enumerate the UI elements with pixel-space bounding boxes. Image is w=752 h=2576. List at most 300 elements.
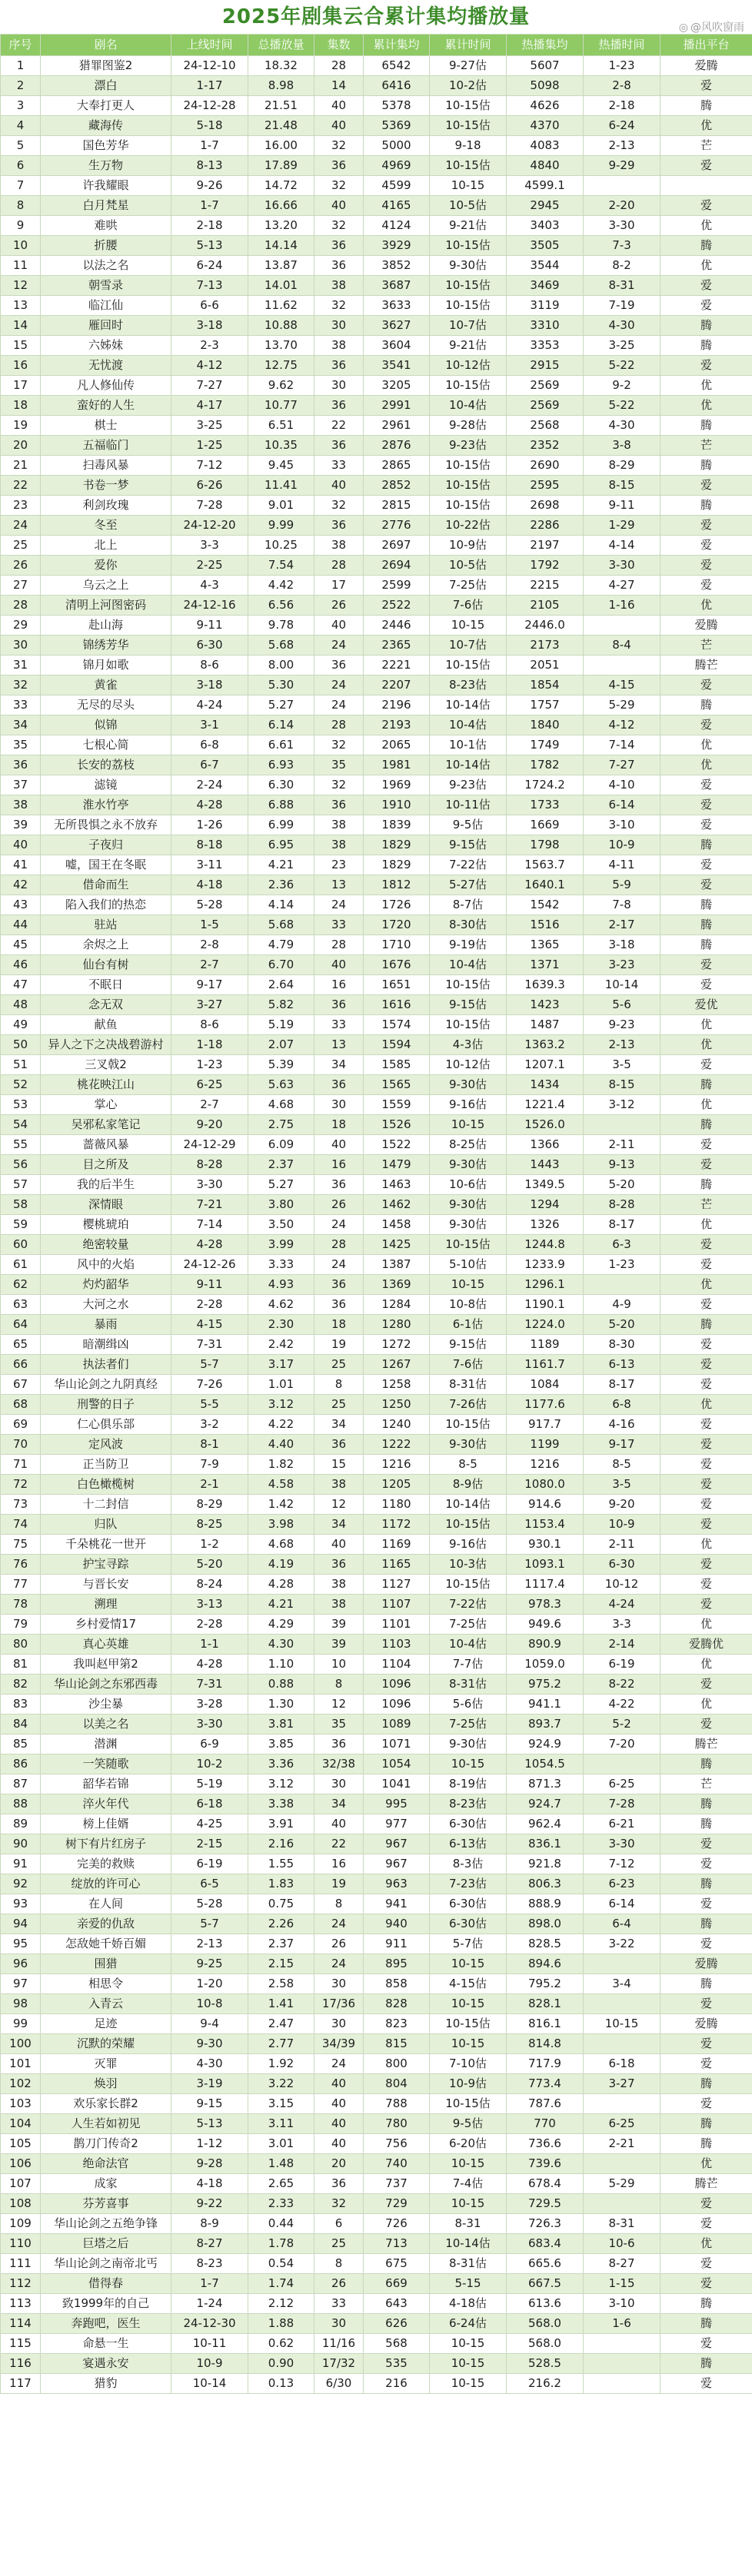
cell-hot-avg: 836.1 xyxy=(507,1834,584,1854)
cell-episodes: 30 xyxy=(314,1774,364,1794)
cell-index: 43 xyxy=(1,895,41,915)
cell-index: 38 xyxy=(1,795,41,815)
cell-cum-avg: 967 xyxy=(364,1834,430,1854)
cell-cum-avg: 1267 xyxy=(364,1355,430,1375)
cell-name: 七根心简 xyxy=(41,735,171,755)
cell-name: 欢乐家长群2 xyxy=(41,2094,171,2114)
cell-platform: 芒 xyxy=(660,136,752,156)
cell-cum-date: 9-16估 xyxy=(430,1535,507,1555)
table-row xyxy=(1,516,752,536)
cell-cum-date: 10-15估 xyxy=(430,116,507,136)
cell-platform: 芒 xyxy=(660,1195,752,1215)
cell-name: 驻站 xyxy=(41,915,171,935)
cell-hot-date: 2-21 xyxy=(584,2134,660,2154)
cell-cum-avg: 1910 xyxy=(364,795,430,815)
cell-episodes: 36 xyxy=(314,1555,364,1575)
cell-total: 1.55 xyxy=(248,1854,314,1874)
cell-episodes: 18 xyxy=(314,1315,364,1335)
cell-cum-date: 9-18 xyxy=(430,136,507,156)
table-row xyxy=(1,875,752,895)
cell-total: 9.62 xyxy=(248,376,314,396)
cell-episodes: 6 xyxy=(314,2214,364,2234)
cell-index: 94 xyxy=(1,1914,41,1934)
cell-cum-avg: 5378 xyxy=(364,96,430,116)
cell-cum-date: 7-26估 xyxy=(430,1395,507,1415)
column-header-hot-date: 热播时间 xyxy=(584,35,660,56)
column-header-hot-avg: 热播集均 xyxy=(507,35,584,56)
cell-total: 2.42 xyxy=(248,1335,314,1355)
cell-episodes: 40 xyxy=(314,616,364,636)
cell-hot-date xyxy=(584,2354,660,2374)
cell-release: 9-15 xyxy=(171,2094,248,2114)
cell-release: 1-7 xyxy=(171,2274,248,2294)
cell-episodes: 30 xyxy=(314,2014,364,2034)
cell-index: 83 xyxy=(1,1695,41,1715)
cell-cum-date: 5-6估 xyxy=(430,1695,507,1715)
cell-platform: 爱腾 xyxy=(660,616,752,636)
cell-index: 105 xyxy=(1,2134,41,2154)
cell-name: 淬火年代 xyxy=(41,1794,171,1814)
cell-cum-avg: 1710 xyxy=(364,935,430,955)
cell-name: 完美的救赎 xyxy=(41,1854,171,1874)
cell-name: 正当防卫 xyxy=(41,1455,171,1475)
cell-release: 2-25 xyxy=(171,556,248,576)
column-header-episodes: 集数 xyxy=(314,35,364,56)
cell-index: 71 xyxy=(1,1455,41,1475)
cell-total: 3.22 xyxy=(248,2074,314,2094)
cell-episodes: 19 xyxy=(314,1335,364,1355)
cell-name: 扫毒风暴 xyxy=(41,456,171,476)
cell-index: 30 xyxy=(1,636,41,656)
cell-hot-date: 3-5 xyxy=(584,1475,660,1495)
cell-platform: 优 xyxy=(660,1035,752,1055)
cell-episodes: 32 xyxy=(314,775,364,795)
cell-index: 25 xyxy=(1,536,41,556)
cell-hot-avg: 2215 xyxy=(507,576,584,596)
cell-name: 怎敌她千娇百媚 xyxy=(41,1934,171,1954)
cell-name: 宴遇永安 xyxy=(41,2354,171,2374)
cell-cum-date: 10-7估 xyxy=(430,636,507,656)
cell-release: 24-12-10 xyxy=(171,56,248,76)
cell-total: 4.40 xyxy=(248,1435,314,1455)
cell-total: 0.62 xyxy=(248,2334,314,2354)
cell-hot-avg: 2915 xyxy=(507,356,584,376)
cell-episodes: 13 xyxy=(314,875,364,895)
cell-index: 10 xyxy=(1,236,41,256)
cell-name: 临江仙 xyxy=(41,296,171,316)
cell-hot-date: 4-30 xyxy=(584,416,660,436)
cell-name: 绝密较量 xyxy=(41,1235,171,1255)
cell-cum-avg: 1726 xyxy=(364,895,430,915)
cell-hot-avg: 949.6 xyxy=(507,1615,584,1635)
table-row xyxy=(1,1095,752,1115)
cell-total: 1.82 xyxy=(248,1455,314,1475)
cell-hot-date: 8-31 xyxy=(584,276,660,296)
cell-total: 6.70 xyxy=(248,955,314,975)
cell-name: 冬至 xyxy=(41,516,171,536)
cell-release: 2-8 xyxy=(171,935,248,955)
cell-platform: 腾 xyxy=(660,1794,752,1814)
cell-platform: 腾芒 xyxy=(660,1734,752,1754)
cell-hot-avg: 941.1 xyxy=(507,1695,584,1715)
cell-platform: 腾 xyxy=(660,1175,752,1195)
cell-cum-avg: 713 xyxy=(364,2234,430,2254)
cell-index: 56 xyxy=(1,1155,41,1175)
table-row xyxy=(1,2094,752,2114)
cell-cum-avg: 1127 xyxy=(364,1575,430,1595)
column-header-total: 总播放量 xyxy=(248,35,314,56)
cell-episodes: 36 xyxy=(314,995,364,1015)
cell-total: 13.70 xyxy=(248,336,314,356)
cell-cum-avg: 1071 xyxy=(364,1734,430,1754)
table-row xyxy=(1,216,752,236)
cell-total: 4.42 xyxy=(248,576,314,596)
cell-platform: 爱 xyxy=(660,576,752,596)
cell-total: 2.77 xyxy=(248,2034,314,2054)
table-row xyxy=(1,1215,752,1235)
table-row xyxy=(1,676,752,695)
table-row xyxy=(1,196,752,216)
cell-total: 4.79 xyxy=(248,935,314,955)
cell-total: 9.78 xyxy=(248,616,314,636)
cell-episodes: 38 xyxy=(314,815,364,835)
cell-cum-avg: 1216 xyxy=(364,1455,430,1475)
cell-hot-date: 1-23 xyxy=(584,1255,660,1275)
table-row xyxy=(1,1575,752,1595)
cell-release: 6-6 xyxy=(171,296,248,316)
cell-release: 3-25 xyxy=(171,416,248,436)
cell-cum-date: 9-30估 xyxy=(430,1215,507,1235)
cell-hot-date: 6-13 xyxy=(584,1355,660,1375)
cell-hot-date: 9-17 xyxy=(584,1435,660,1455)
cell-episodes: 6/30 xyxy=(314,2374,364,2394)
cell-hot-date: 4-12 xyxy=(584,715,660,735)
cell-name: 难哄 xyxy=(41,216,171,236)
cell-total: 1.01 xyxy=(248,1375,314,1395)
cell-index: 106 xyxy=(1,2154,41,2174)
cell-hot-date: 2-13 xyxy=(584,136,660,156)
cell-name: 生万物 xyxy=(41,156,171,176)
cell-total: 1.42 xyxy=(248,1495,314,1515)
table-row xyxy=(1,815,752,835)
cell-name: 深情眼 xyxy=(41,1195,171,1215)
cell-hot-avg: 1054.5 xyxy=(507,1754,584,1774)
cell-total: 10.88 xyxy=(248,316,314,336)
cell-episodes: 38 xyxy=(314,336,364,356)
cell-platform: 爱 xyxy=(660,1375,752,1395)
cell-episodes: 32 xyxy=(314,2194,364,2214)
table-row xyxy=(1,1874,752,1894)
cell-total: 4.28 xyxy=(248,1575,314,1595)
cell-cum-date: 10-15估 xyxy=(430,1235,507,1255)
cell-platform: 腾 xyxy=(660,2314,752,2334)
cell-hot-avg: 2569 xyxy=(507,396,584,416)
cell-name: 五福临门 xyxy=(41,436,171,456)
cell-index: 87 xyxy=(1,1774,41,1794)
cell-name: 鹊刀门传奇2 xyxy=(41,2134,171,2154)
cell-cum-date: 10-8估 xyxy=(430,1295,507,1315)
cell-release: 3-3 xyxy=(171,536,248,556)
cell-cum-avg: 2852 xyxy=(364,476,430,496)
cell-platform: 优 xyxy=(660,116,752,136)
cell-cum-avg: 1169 xyxy=(364,1535,430,1555)
table-row xyxy=(1,656,752,676)
cell-hot-avg: 914.6 xyxy=(507,1495,584,1515)
cell-cum-date: 9-30估 xyxy=(430,256,507,276)
cell-platform: 芒 xyxy=(660,636,752,656)
cell-platform: 爱 xyxy=(660,875,752,895)
cell-release: 2-7 xyxy=(171,955,248,975)
cell-hot-date: 3-22 xyxy=(584,1934,660,1954)
cell-index: 84 xyxy=(1,1715,41,1734)
cell-hot-avg: 898.0 xyxy=(507,1914,584,1934)
cell-platform: 爱 xyxy=(660,1555,752,1575)
cell-total: 1.88 xyxy=(248,2314,314,2334)
cell-cum-avg: 2961 xyxy=(364,416,430,436)
cell-episodes: 36 xyxy=(314,396,364,416)
cell-total: 2.12 xyxy=(248,2294,314,2314)
cell-release: 4-28 xyxy=(171,1655,248,1675)
cell-episodes: 36 xyxy=(314,516,364,536)
cell-episodes: 36 xyxy=(314,1295,364,1315)
cell-index: 28 xyxy=(1,596,41,616)
cell-hot-date: 6-8 xyxy=(584,1395,660,1415)
cell-cum-date: 7-7估 xyxy=(430,1655,507,1675)
cell-hot-date: 7-27 xyxy=(584,755,660,775)
cell-release: 7-27 xyxy=(171,376,248,396)
cell-cum-avg: 1839 xyxy=(364,815,430,835)
cell-hot-date: 2-17 xyxy=(584,915,660,935)
column-header-name: 剧名 xyxy=(41,35,171,56)
cell-cum-avg: 1565 xyxy=(364,1075,430,1095)
cell-total: 6.99 xyxy=(248,815,314,835)
cell-release: 1-12 xyxy=(171,2134,248,2154)
cell-hot-avg: 2173 xyxy=(507,636,584,656)
cell-platform: 爱 xyxy=(660,1575,752,1595)
cell-release: 8-13 xyxy=(171,156,248,176)
cell-cum-avg: 967 xyxy=(364,1854,430,1874)
cell-total: 3.50 xyxy=(248,1215,314,1235)
table-row xyxy=(1,1135,752,1155)
cell-cum-avg: 2694 xyxy=(364,556,430,576)
cell-total: 4.22 xyxy=(248,1415,314,1435)
cell-episodes: 40 xyxy=(314,2114,364,2134)
cell-hot-date xyxy=(584,2374,660,2394)
cell-release: 4-25 xyxy=(171,1814,248,1834)
cell-platform: 爱 xyxy=(660,2374,752,2394)
cell-index: 4 xyxy=(1,116,41,136)
cell-episodes: 8 xyxy=(314,2254,364,2274)
cell-hot-avg: 1080.0 xyxy=(507,1475,584,1495)
cell-hot-date: 6-3 xyxy=(584,1235,660,1255)
cell-name: 执法者们 xyxy=(41,1355,171,1375)
cell-total: 0.88 xyxy=(248,1675,314,1695)
cell-name: 赴山海 xyxy=(41,616,171,636)
cell-release: 4-28 xyxy=(171,1235,248,1255)
cell-hot-avg: 1366 xyxy=(507,1135,584,1155)
cell-name: 定风波 xyxy=(41,1435,171,1455)
table-row xyxy=(1,616,752,636)
cell-episodes: 30 xyxy=(314,1974,364,1994)
table-row xyxy=(1,436,752,456)
cell-hot-date: 4-27 xyxy=(584,576,660,596)
cell-cum-avg: 977 xyxy=(364,1814,430,1834)
cell-cum-avg: 1526 xyxy=(364,1115,430,1135)
cell-hot-avg: 1371 xyxy=(507,955,584,975)
cell-total: 4.30 xyxy=(248,1635,314,1655)
cell-cum-date: 8-3估 xyxy=(430,1854,507,1874)
cell-total: 6.88 xyxy=(248,795,314,815)
cell-total: 5.27 xyxy=(248,1175,314,1195)
cell-total: 6.51 xyxy=(248,416,314,436)
table-row xyxy=(1,2134,752,2154)
cell-hot-date: 6-21 xyxy=(584,1814,660,1834)
cell-release: 4-28 xyxy=(171,795,248,815)
cell-cum-avg: 535 xyxy=(364,2354,430,2374)
cell-cum-date: 10-2估 xyxy=(430,76,507,96)
cell-cum-avg: 2876 xyxy=(364,436,430,456)
cell-cum-date: 9-15估 xyxy=(430,1335,507,1355)
cell-cum-date: 9-30估 xyxy=(430,1075,507,1095)
table-row xyxy=(1,1894,752,1914)
cell-total: 4.21 xyxy=(248,1595,314,1615)
column-header-platform: 播出平台 xyxy=(660,35,752,56)
cell-episodes: 30 xyxy=(314,376,364,396)
table-row xyxy=(1,995,752,1015)
cell-hot-date: 4-24 xyxy=(584,1595,660,1615)
cell-cum-avg: 626 xyxy=(364,2314,430,2334)
cell-index: 62 xyxy=(1,1275,41,1295)
cell-release: 4-17 xyxy=(171,396,248,416)
cell-hot-avg: 787.6 xyxy=(507,2094,584,2114)
cell-total: 3.17 xyxy=(248,1355,314,1375)
cell-episodes: 40 xyxy=(314,2074,364,2094)
cell-platform: 腾芒 xyxy=(660,656,752,676)
cell-total: 0.44 xyxy=(248,2214,314,2234)
cell-platform: 优 xyxy=(660,1015,752,1035)
cell-hot-date: 5-6 xyxy=(584,995,660,1015)
cell-total: 18.32 xyxy=(248,56,314,76)
cell-hot-date: 6-24 xyxy=(584,116,660,136)
cell-name: 滤镜 xyxy=(41,775,171,795)
cell-total: 5.82 xyxy=(248,995,314,1015)
cell-hot-avg: 1296.1 xyxy=(507,1275,584,1295)
cell-cum-date: 10-9估 xyxy=(430,2074,507,2094)
table-row xyxy=(1,136,752,156)
cell-name: 以美之名 xyxy=(41,1715,171,1734)
cell-hot-date: 10-14 xyxy=(584,975,660,995)
cell-platform: 优 xyxy=(660,1615,752,1635)
cell-episodes: 30 xyxy=(314,1095,364,1115)
cell-platform: 爱 xyxy=(660,156,752,176)
table-row xyxy=(1,1235,752,1255)
cell-hot-date: 3-10 xyxy=(584,2294,660,2314)
cell-hot-date xyxy=(584,2154,660,2174)
cell-episodes: 11/16 xyxy=(314,2334,364,2354)
cell-total: 6.09 xyxy=(248,1135,314,1155)
cell-platform: 爱腾优 xyxy=(660,1635,752,1655)
cell-cum-date: 8-9估 xyxy=(430,1475,507,1495)
cell-release: 6-8 xyxy=(171,735,248,755)
cell-index: 97 xyxy=(1,1974,41,1994)
cell-platform: 优 xyxy=(660,1275,752,1295)
cell-index: 74 xyxy=(1,1515,41,1535)
cell-cum-date: 10-15估 xyxy=(430,296,507,316)
cell-name: 不眠日 xyxy=(41,975,171,995)
cell-name: 藏海传 xyxy=(41,116,171,136)
cell-hot-avg: 1669 xyxy=(507,815,584,835)
cell-cum-date: 10-15估 xyxy=(430,96,507,116)
cell-index: 100 xyxy=(1,2034,41,2054)
cell-cum-avg: 828 xyxy=(364,1994,430,2014)
cell-name: 大河之水 xyxy=(41,1295,171,1315)
table-row xyxy=(1,296,752,316)
column-header-cum-avg: 累计集均 xyxy=(364,35,430,56)
cell-hot-date: 8-15 xyxy=(584,476,660,496)
table-row xyxy=(1,1335,752,1355)
cell-hot-date: 5-9 xyxy=(584,875,660,895)
cell-platform: 腾 xyxy=(660,96,752,116)
cell-name: 绽放的许可心 xyxy=(41,1874,171,1894)
cell-release: 1-17 xyxy=(171,76,248,96)
cell-cum-avg: 1981 xyxy=(364,755,430,775)
cell-hot-avg: 216.2 xyxy=(507,2374,584,2394)
cell-name: 朝雪录 xyxy=(41,276,171,296)
cell-cum-date: 9-5估 xyxy=(430,2114,507,2134)
cell-cum-date: 8-31 xyxy=(430,2214,507,2234)
cell-total: 5.68 xyxy=(248,915,314,935)
cell-hot-date: 2-18 xyxy=(584,96,660,116)
cell-release: 9-17 xyxy=(171,975,248,995)
cell-platform: 爱 xyxy=(660,676,752,695)
cell-hot-avg: 739.6 xyxy=(507,2154,584,2174)
table-row xyxy=(1,1854,752,1874)
cell-platform: 爱 xyxy=(660,1934,752,1954)
cell-release: 7-9 xyxy=(171,1455,248,1475)
cell-hot-date: 3-23 xyxy=(584,955,660,975)
cell-name: 潜渊 xyxy=(41,1734,171,1754)
cell-cum-avg: 1594 xyxy=(364,1035,430,1055)
cell-index: 101 xyxy=(1,2054,41,2074)
cell-total: 2.07 xyxy=(248,1035,314,1055)
cell-index: 107 xyxy=(1,2174,41,2194)
table-row xyxy=(1,2174,752,2194)
cell-index: 42 xyxy=(1,875,41,895)
cell-index: 89 xyxy=(1,1814,41,1834)
cell-platform: 爱 xyxy=(660,1255,752,1275)
cell-cum-date: 7-10估 xyxy=(430,2054,507,2074)
table-row xyxy=(1,1275,752,1295)
table-row xyxy=(1,176,752,196)
cell-cum-avg: 1651 xyxy=(364,975,430,995)
cell-index: 98 xyxy=(1,1994,41,2014)
table-row xyxy=(1,1695,752,1715)
cell-cum-avg: 1041 xyxy=(364,1774,430,1794)
cell-cum-avg: 6416 xyxy=(364,76,430,96)
cell-release: 1-25 xyxy=(171,436,248,456)
cell-platform: 腾 xyxy=(660,1914,752,1934)
cell-name: 借得春 xyxy=(41,2274,171,2294)
cell-episodes: 25 xyxy=(314,2234,364,2254)
cell-platform: 爱 xyxy=(660,1715,752,1734)
cell-hot-date xyxy=(584,1275,660,1295)
cell-cum-avg: 2221 xyxy=(364,656,430,676)
cell-episodes: 24 xyxy=(314,1215,364,1235)
cell-hot-date: 8-2 xyxy=(584,256,660,276)
table-row xyxy=(1,855,752,875)
table-row xyxy=(1,2114,752,2134)
cell-release: 7-21 xyxy=(171,1195,248,1215)
